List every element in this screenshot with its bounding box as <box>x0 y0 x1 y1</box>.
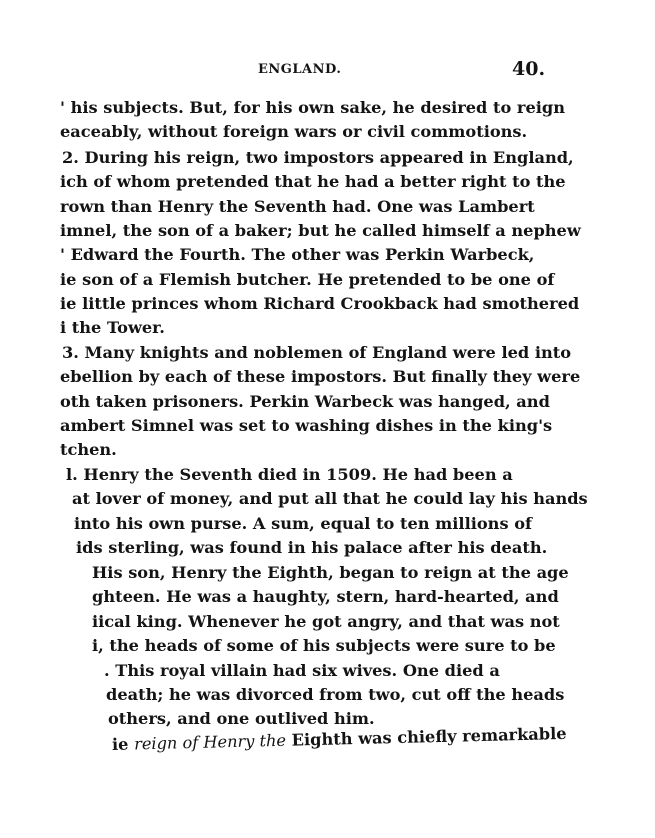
text-line: at lover of money, and put all that he could lay his hands <box>72 489 588 508</box>
text-line: l. Henry the Seventh died in 1509. He had been a <box>66 465 513 484</box>
text-line: into his own purse. A sum, equal to ten millions of <box>74 514 532 533</box>
text-line: rown than Henry the Seventh had. One was Lambert <box>60 197 535 216</box>
text-lead: ie <box>111 734 135 754</box>
text-line: 2. During his reign, two impostors appeared in England, <box>62 148 574 167</box>
text-line: ids sterling, was found in his palace after his death. <box>76 538 548 557</box>
text-line: ich of whom pretended that he had a better right to the <box>60 172 566 191</box>
text-line: His son, Henry the Eighth, began to reign at the age <box>92 563 569 582</box>
text-line: ebellion by each of these impostors. But finally they were <box>60 367 581 386</box>
page-number: 40. <box>512 58 546 80</box>
text-line: iical king. Whenever he got angry, and that was not <box>92 612 560 631</box>
text-line: eaceably, without foreign wars or civil commotions. <box>60 122 528 141</box>
text-line: ghteen. He was a haughty, stern, hard-hearted, and <box>92 587 559 606</box>
text-line: ie little princes whom Richard Crookback had smothered <box>60 294 580 313</box>
text-line: imnel, the son of a baker; but he called himself a nephew <box>60 221 581 240</box>
text-line: i the Tower. <box>60 318 165 337</box>
italic-phrase: reign of Henry the <box>133 730 287 754</box>
text-line: death; he was divorced from two, cut off the heads <box>106 685 565 704</box>
text-line: oth taken prisoners. Perkin Warbeck was hanged, and <box>60 392 550 411</box>
text-line: i, the heads of some of his subjects were sure to be <box>92 636 556 655</box>
text-line: others, and one outlived him. <box>108 709 375 728</box>
text-line: 3. Many knights and noblemen of England were led into <box>62 343 572 362</box>
text-line: ambert Simnel was set to washing dishes in the king's <box>60 416 553 435</box>
text-line: tchen. <box>60 440 117 459</box>
text-rest: Eighth was chiefly remarkable <box>285 723 567 750</box>
text-line: ' his subjects. But, for his own sake, he desired to reign <box>60 98 565 117</box>
text-line: . This royal villain had six wives. One died a <box>104 661 500 680</box>
text-line: ' Edward the Fourth. The other was Perkin Warbeck, <box>60 245 535 264</box>
text-line: ie son of a Flemish butcher. He pretended to be one of <box>60 270 555 289</box>
running-title: ENGLAND. <box>258 62 342 77</box>
page-header <box>0 58 655 82</box>
